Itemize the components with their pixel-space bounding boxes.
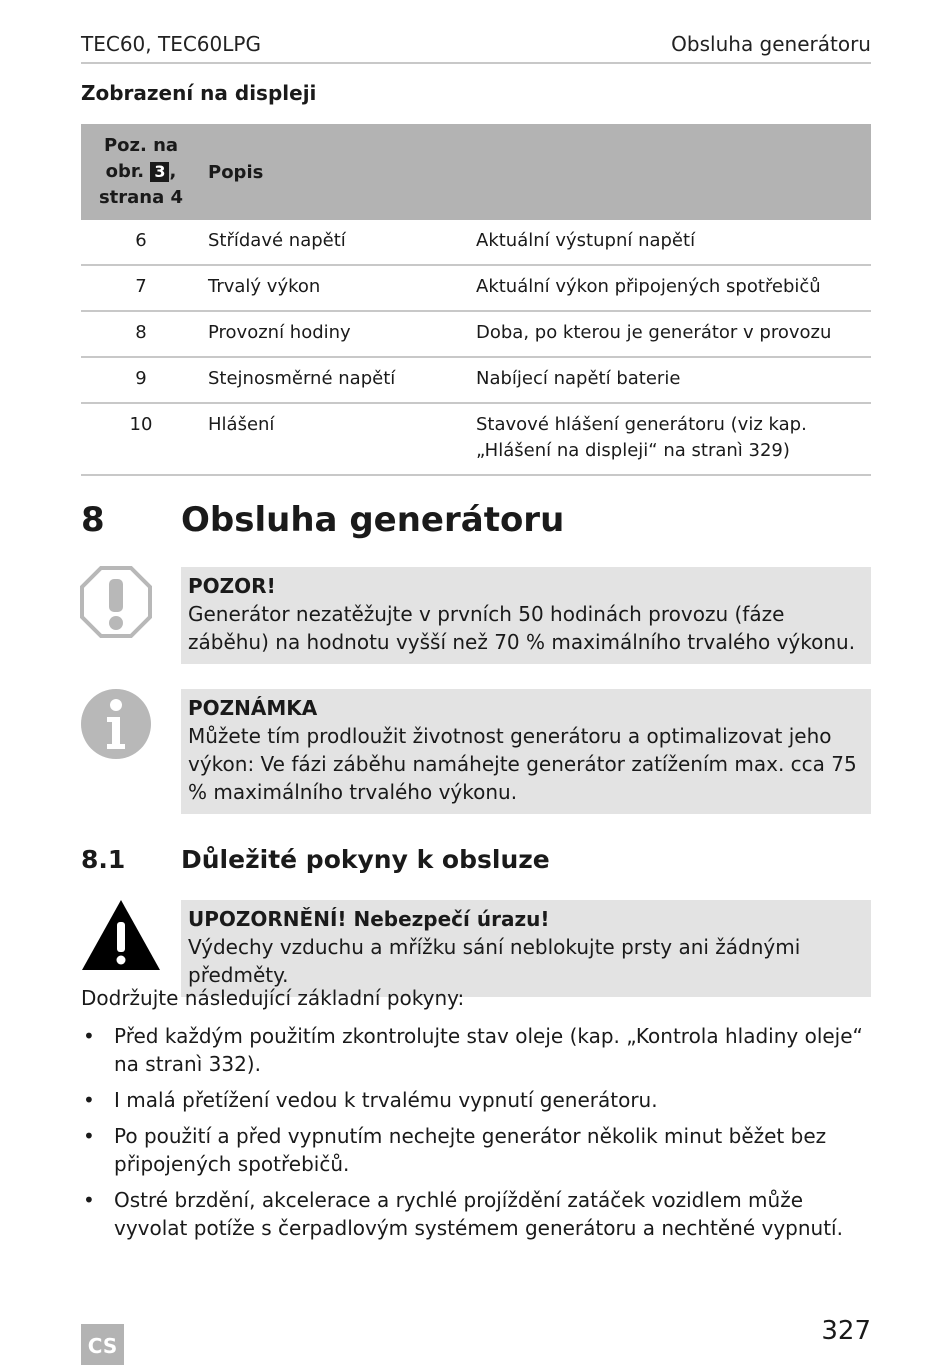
row-name: Střídavé napětí xyxy=(201,220,476,265)
row-number: 6 xyxy=(81,220,201,265)
warning-box xyxy=(181,900,871,997)
warning-label: UPOZORNĚNÍ! Nebezpečí úrazu! xyxy=(188,907,550,931)
row-number: 7 xyxy=(81,265,201,311)
column-header-position: Poz. na obr. 3 , strana 4 xyxy=(81,124,201,220)
info-circle-icon xyxy=(80,688,152,764)
rules-intro: Dodržujte následující základní pokyny: xyxy=(81,986,465,1010)
row-number: 8 xyxy=(81,311,201,357)
bullet: • xyxy=(83,1024,95,1048)
table-row xyxy=(81,265,871,311)
row-number: 10 xyxy=(81,403,201,475)
caution-box xyxy=(181,567,871,664)
section-number: 8 xyxy=(81,500,105,540)
table-row xyxy=(81,311,871,357)
column-header-description: Popis xyxy=(201,124,871,220)
row-name: Hlášení xyxy=(201,403,476,475)
row-number: 9 xyxy=(81,357,201,403)
row-name: Provozní hodiny xyxy=(201,311,476,357)
page-number: 327 xyxy=(821,1316,871,1346)
row-info: Aktuální výkon připojených spotřebičů xyxy=(476,265,871,311)
octagon-exclamation-icon xyxy=(80,566,152,642)
page-header xyxy=(81,30,871,64)
row-info: Doba, po kterou je generátor v provozu xyxy=(476,311,871,357)
row-info: Stavové hlášení generátoru (viz kap. „Hlášení na displeji“ na stranì 329) xyxy=(476,403,871,475)
table-row xyxy=(81,403,871,475)
caution-label: POZOR! xyxy=(188,574,276,598)
note-label: POZNÁMKA xyxy=(188,696,318,720)
row-info: Aktuální výstupní napětí xyxy=(476,220,871,265)
section-title: Důležité pokyny k obsluze xyxy=(181,845,550,874)
list-item: • I malá přetížení vedou k trvalému vypnutí generátoru. xyxy=(83,1088,658,1112)
triangle-exclamation-icon xyxy=(80,898,162,976)
display-table xyxy=(81,124,871,476)
bullet: • xyxy=(83,1124,95,1148)
warning-text: Výdechy vzduchu a mřížku sání neblokujte prsty ani žádnými předměty. xyxy=(188,935,801,987)
list-item: • Po použití a před vypnutím nechejte generátor několik minut běžet bez připojených spotřebičů. xyxy=(83,1124,827,1176)
list-item: • Ostré brzdění, akcelerace a rychlé projíždění zatáček vozidlem může vyvolat potíže s čerpadlovým systémem generátoru a nechtěné vypnutí. xyxy=(83,1188,843,1240)
row-name: Stejnosměrné napětí xyxy=(201,357,476,403)
section-heading-8-1 xyxy=(81,845,871,881)
header-chapter: Obsluha generátoru xyxy=(671,32,871,56)
bullet: • xyxy=(83,1088,95,1112)
note-text: Můžete tím prodloužit životnost generátoru a optimalizovat jeho výkon: Ve fázi záběhu namáhejte generátor zatížením max. cca 75 % maximálního trvalého výkonu. xyxy=(188,724,857,804)
header-model: TEC60, TEC60LPG xyxy=(81,32,261,56)
section-heading-8 xyxy=(81,500,871,544)
bullet: • xyxy=(83,1188,95,1212)
note-box xyxy=(181,689,871,814)
caution-text: Generátor nezatěžujte v prvních 50 hodinách provozu (fáze záběhu) na hodnotu vyšší než 70 % maximálního trvalého výkonu. xyxy=(188,602,856,654)
section-title: Obsluha generátoru xyxy=(181,500,565,540)
table-row xyxy=(81,357,871,403)
row-info: Nabíjecí napětí baterie xyxy=(476,357,871,403)
rules-list xyxy=(81,1022,871,1250)
display-subtitle: Zobrazení na displeji xyxy=(81,81,317,105)
list-item: • Před každým použitím zkontrolujte stav oleje (kap. „Kontrola hladiny oleje“ na stranì 332). xyxy=(83,1024,863,1076)
figure-number-badge: 3 xyxy=(150,162,169,182)
table-row xyxy=(81,220,871,265)
section-number: 8.1 xyxy=(81,845,126,874)
row-name: Trvalý výkon xyxy=(201,265,476,311)
language-tab: CS xyxy=(81,1324,124,1365)
